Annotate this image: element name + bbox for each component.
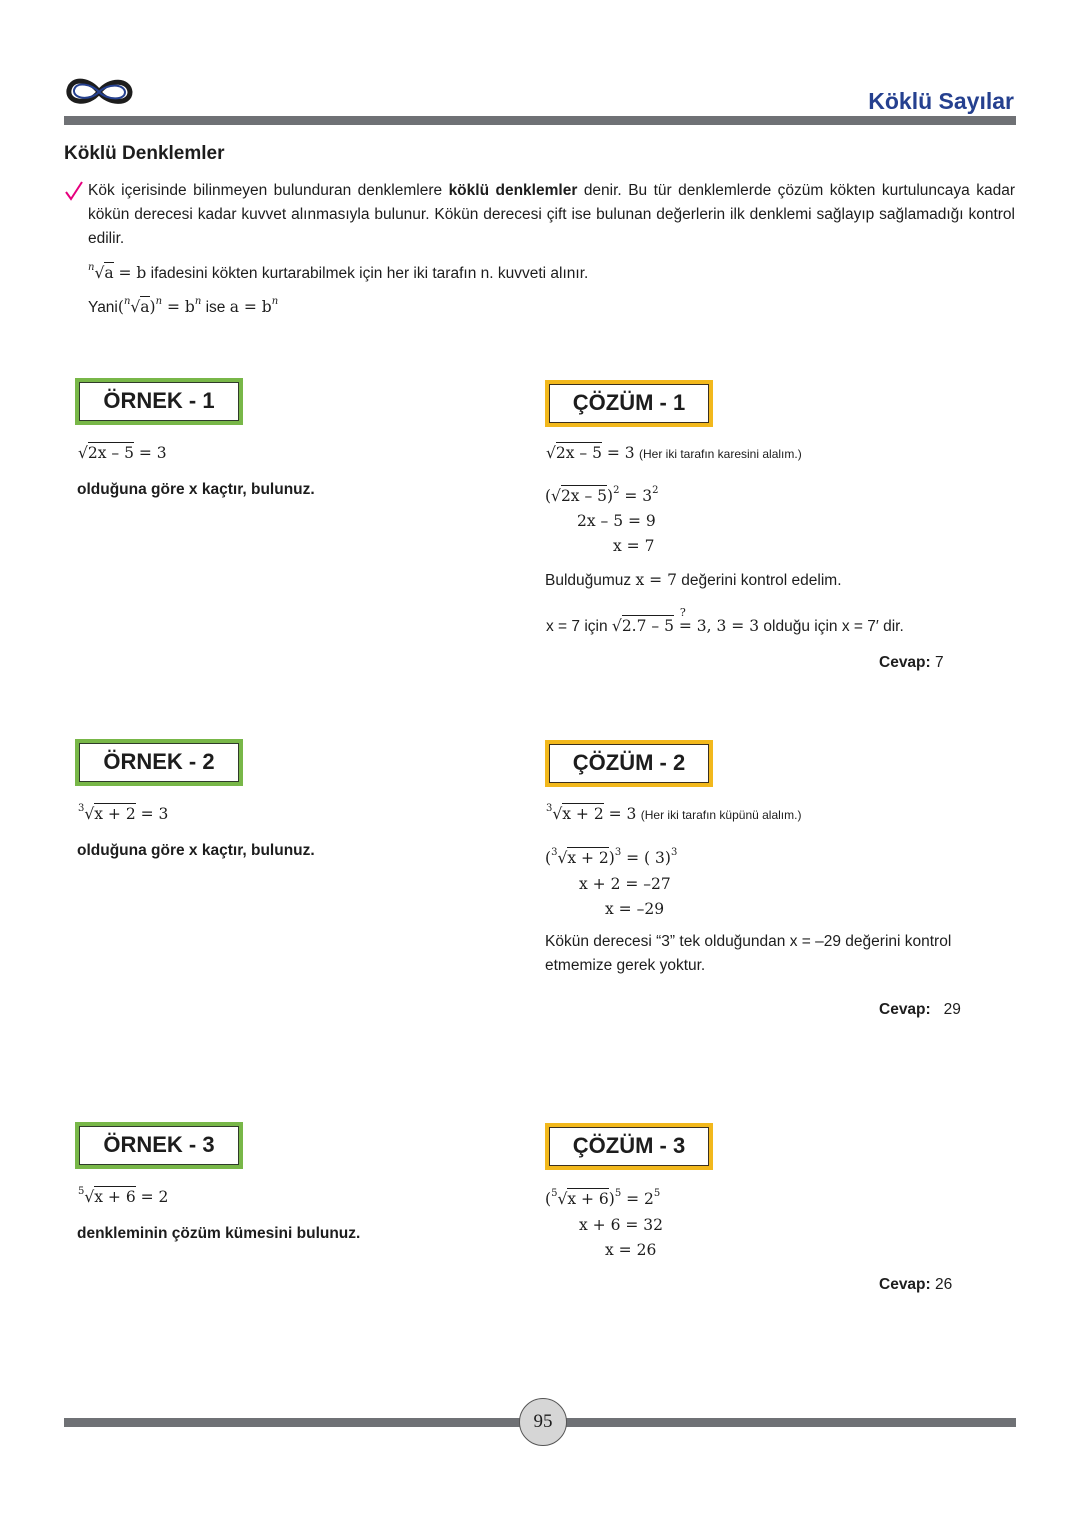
solution-2-cubed: $(^3√x + 2)^3$ = ( 3)$^3$ <box>545 847 678 867</box>
solution-2-answer: Cevap: 29 <box>879 1001 961 1018</box>
result-formula: $a = b^n$ <box>229 296 279 316</box>
solution-1-verify: x = 7 için √2.7 – 5 = ? 3, 3 = 3 olduğu için x = 7′ dir. <box>546 606 904 635</box>
solution-3-answer: Cevap: 26 <box>879 1276 953 1293</box>
solution-3-fifth-power: $(^5√x + 6)^5 = 2^5$ <box>545 1188 661 1208</box>
solution-2-explanation: Kökün derecesi “3” tek olduğundan x = –29 değerini kontrol etmemize gerek yoktur. <box>545 933 952 974</box>
verify-expression: √2.7 – 5 = ? 3, 3 = 3 <box>611 606 760 635</box>
chapter-title: Köklü Sayılar <box>868 88 1014 114</box>
solution-2-label: ÇÖZÜM - 2 <box>545 740 713 787</box>
example-3-question: denkleminin çözüm kümesini bulunuz. <box>77 1225 361 1242</box>
example-1-question: olduğuna göre x kaçtır, bulunuz. <box>77 481 315 498</box>
solution-1-answer: Cevap: 7 <box>879 654 944 671</box>
example-2-equation: $^3$√x + 2 = 3 <box>78 803 169 823</box>
solution-2-step-1: $^3$√x + 2 = 3 (Her iki tarafın küpünü alalım.) <box>546 803 802 823</box>
solution-1-squared: $(√2x - 5)^2 = 3^2$ <box>545 485 659 505</box>
solution-3-step-2: x + 6 = 32 <box>579 1216 664 1234</box>
example-2-label: ÖRNEK - 2 <box>75 739 243 786</box>
header-rule <box>64 116 1016 125</box>
power-formula: $(^n√a)^n = b^n$ <box>117 296 202 316</box>
rule-line-1: $^n$√a = b ifadesini kökten kurtarabilmek için her iki tarafın n. kuvveti alınır. <box>88 262 589 282</box>
example-3-label: ÖRNEK - 3 <box>75 1122 243 1169</box>
example-1-equation: √2x – 5 = 3 <box>78 444 167 462</box>
solution-3-label: ÇÖZÜM - 3 <box>545 1123 713 1170</box>
rule-line-2: $Yani(^n√a)^n = b^n$ ise $a = b^n$ <box>88 296 279 316</box>
intro-bold-term: köklü denklemler <box>448 182 578 199</box>
nth-root-formula: $^n$√a = b <box>88 262 147 282</box>
infinity-logo-icon <box>64 70 134 114</box>
solution-1-step-2: 2x – 5 = 9 <box>577 512 656 530</box>
intro-paragraph: Kök içerisinde bilinmeyen bulunduran denklemlere köklü denklemler denir. Bu tür denklemlerde çözüm kökten kurtuluncaya kadar kökün derecesi kadar kuvvet alınmasıyla bulunur. Kökün derecesi çift ise bulunan değerlerin ilk denklemi sağlayıp sağlamadığı kontrol edilir. <box>88 182 1016 247</box>
solution-1-check-text: Bulduğumuz x = 7 değerini kontrol edelim. <box>545 571 842 589</box>
example-1-label: ÖRNEK - 1 <box>75 378 243 425</box>
checkmark-icon <box>64 180 84 202</box>
solution-2-step-2: x + 2 = –27 <box>579 875 671 893</box>
example-2-question: olduğuna göre x kaçtır, bulunuz. <box>77 842 315 859</box>
solution-3-step-3: x = 26 <box>605 1241 657 1259</box>
solution-2-step-3: x = –29 <box>605 900 665 918</box>
solution-1-step-3: x = 7 <box>613 537 655 555</box>
solution-1-label: ÇÖZÜM - 1 <box>545 380 713 427</box>
footer-rule-left <box>64 1418 522 1427</box>
solution-1-step-1: √2x – 5 = 3 (Her iki tarafın karesini alalım.) <box>546 444 802 462</box>
page-number: 95 <box>519 1398 567 1446</box>
section-title: Köklü Denklemler <box>64 143 225 164</box>
footer-rule-right <box>566 1418 1016 1427</box>
example-3-equation: $^5$√x + 6 = 2 <box>78 1186 169 1206</box>
